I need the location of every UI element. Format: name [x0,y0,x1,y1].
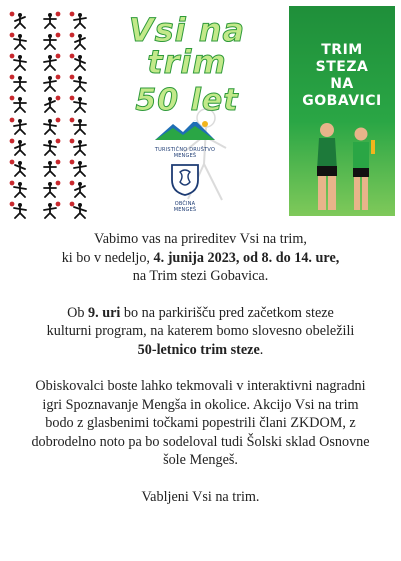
tourist-society-caption-1: TURISTIČNO DRUŠTVO [154,147,216,153]
rest-icon [66,201,94,220]
bend-icon [6,52,34,71]
tourist-society-caption-2: MENGEŠ [173,153,197,159]
push-up-icon [36,10,64,29]
title-line-2: 50 let [135,83,239,118]
paragraph-closing [0,488,401,507]
exercise-icons-grid [6,10,94,220]
p2-line-2: kulturni program, na katerem bomo slovesno obeležili [46,323,355,339]
poster-line-2: STEZA [315,59,369,75]
poster-line-3: NA [330,76,354,92]
runner-icon [6,10,34,29]
lunge-icon [66,52,94,71]
p2-line-1-a: Ob [67,304,89,321]
balance-icon [36,52,64,71]
dip-icon [66,137,94,156]
p3-line-4: dobrodelno noto pa bo sodeloval tudi Šolski sklad Osnovne [31,433,370,450]
squat-icon [6,31,34,50]
poster-title [289,42,395,110]
program-time: 9. uri [88,304,121,321]
trail-poster [289,6,395,216]
p3-line-1: Obiskovalci boste lahko tekmovali v interaktivni nagradni [35,378,366,394]
p1-line-3: na Trim stezi Gobavica. [132,268,269,284]
p1-line-2-text: ki bo v nedeljo, [61,249,154,266]
skip-icon [36,158,64,177]
title-line-1: Vsi na trim [128,11,246,81]
step-up-icon [36,95,64,114]
p2-line-3 [0,341,401,360]
stretch-icon [66,10,94,29]
jump-icon [36,31,64,50]
paragraph-program [0,304,401,360]
p4-line-1: Vabljeni Vsi na trim. [141,488,260,505]
twist-icon [66,95,94,114]
tourist-society-logo [150,118,220,158]
municipality-caption-2: MENGEŠ [173,207,197,213]
p2-line-3-end: . [259,341,264,358]
plank-icon [6,95,34,114]
lift-icon [66,158,94,177]
municipality-logo [160,162,210,214]
kick-icon [36,116,64,135]
roll-icon [6,158,34,177]
arch-icon [6,180,34,199]
dash-icon [36,180,64,199]
paragraph-activities [0,377,401,470]
p3-line-5: šole Mengeš. [163,452,238,468]
pull-up-icon [66,74,94,93]
leg-swing-icon [36,74,64,93]
header-graphic [0,0,401,222]
spin-icon [66,180,94,199]
mountain-logo-icon [153,118,217,142]
bounce-icon [36,201,64,220]
event-title [92,6,282,118]
poster-line-4: GOBAVICI [302,93,382,109]
p2-line-1 [0,304,401,323]
reach-icon [36,137,64,156]
hop-icon [6,116,34,135]
crunch-icon [6,74,34,93]
anniversary-text: 50-letnico trim steze [137,341,260,358]
sit-up-icon [66,116,94,135]
paragraph-invitation [0,230,401,286]
invitation-text [0,230,401,524]
p1-line-2 [0,249,401,268]
arm-raise-icon [66,31,94,50]
municipality-caption-1: OBČINA [174,201,196,207]
p1-line-1: Vabimo vas na prireditev Vsi na trim, [94,231,307,247]
coat-of-arms-icon [168,162,202,196]
p3-line-2: igri Spoznavanje Mengša in okolice. Akcijo Vsi na trim [42,396,359,413]
poster-line-1: TRIM [321,42,363,58]
lean-icon [6,201,34,220]
p3-line-3: bodo z glasbenimi točkami popestrili člani ZKDOM, z [45,415,356,431]
event-date: 4. junija 2023, od 8. do 14. ure, [153,249,340,266]
p2-line-1-c: bo na parkirišču pred začetkom steze [120,304,334,321]
climb-icon [6,137,34,156]
runners-illustration-icon [301,118,385,216]
